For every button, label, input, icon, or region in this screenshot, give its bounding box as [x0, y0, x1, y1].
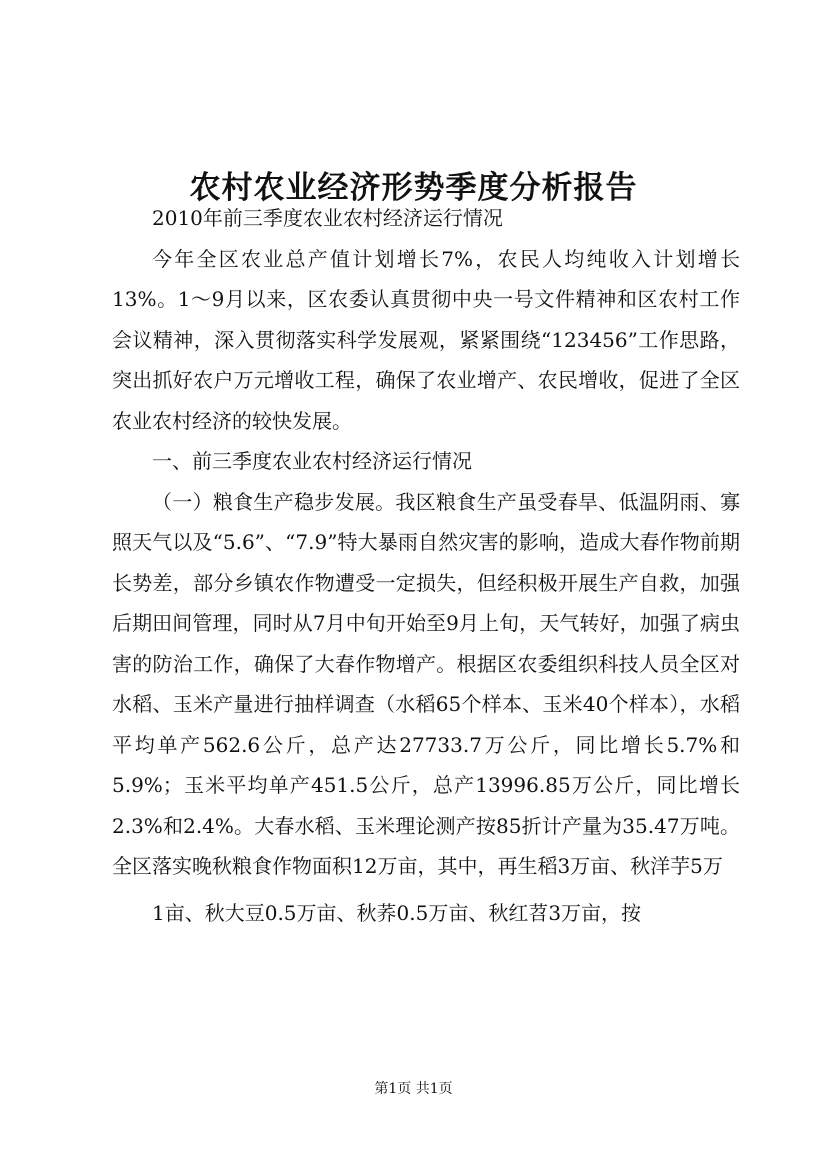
document-body: [112, 198, 740, 933]
paragraph-grain-production: （一）粮食生产稳步发展。我区粮食生产虽受春旱、低温阴雨、寡照天气以及“5.6”、“7.9”特大暴雨自然灾害的影响，造成大春作物前期长势差，部分乡镇农作物遭受一定损失，但经积极开展生产自救，加强后期田间管理，同时从7月中旬开始至9月上旬，天气转好，加强了病虫害的防治工作，确保了大春作物增产。根据区农委组织科技人员全区对水稻、玉米产量进行抽样调查（水稻65个样本、玉米40个样本），水稻平均单产562.6公斤，总产达27733.7万公斤，同比增长5.7%和5.9%；玉米平均单产451.5公斤，总产13996.85万公斤，同比增长2.3%和2.4%。大春水稻、玉米理论测产按85折计产量为35.47万吨。全区落实晚秋粮食作物面积12万亩，其中，再生稻3万亩、秋洋芋5万: [112, 489, 740, 878]
paragraph-intro: 今年全区农业总产值计划增长7%，农民人均纯收入计划增长13%。1～9月以来，区农委认真贯彻中央一号文件精神和区农村工作会议精神，深入贯彻落实科学发展观，紧紧围绕“123456”工作思路，突出抓好农户万元增收工程，确保了农业增产、农民增收，促进了全区农业农村经济的较快发展。: [112, 246, 740, 433]
document-title: 农村农业经济形势季度分析报告: [189, 169, 638, 206]
section-heading: 一、前三季度农业农村经济运行情况: [152, 449, 472, 473]
paragraph-continued: 1亩、秋大豆0.5万亩、秋荞0.5万亩、秋红苕3万亩，按: [152, 900, 642, 925]
paragraph-subtitle: 2010年前三季度农业农村经济运行情况: [152, 206, 503, 230]
page-footer: 第1页 共1页: [374, 1081, 453, 1097]
